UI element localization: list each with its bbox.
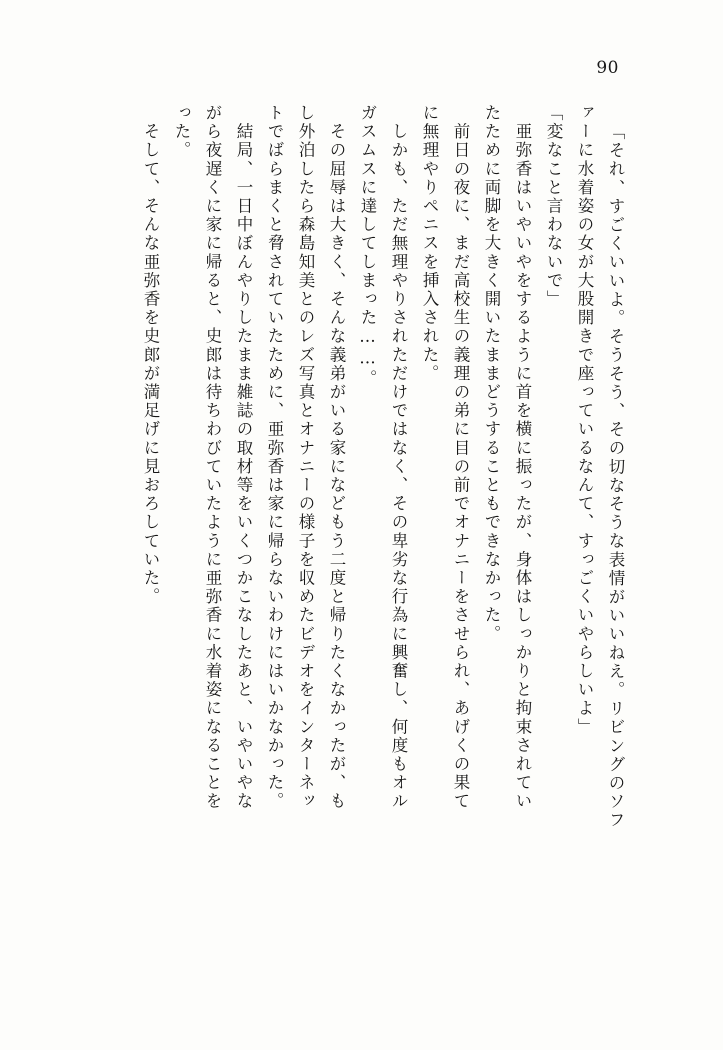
text-line: しかも、ただ無理やりされただけではなく、その卑劣な行為に興奮し、何度もオル [389, 104, 408, 811]
text-line: 前日の夜に、まだ高校生の義理の弟に目の前でオナニーをさせられ、あげくの果て [451, 104, 470, 811]
text-line: に無理やりペニスを挿入された。 [420, 104, 439, 383]
text-line: し外泊したら森島知美とのレズ写真とオナニーの様子を収めたビデオをインターネッ [296, 104, 315, 811]
text-line: ァーに水着姿の女が大股開きで座っているなんて、すっごくいやらしいよ」 [575, 104, 594, 737]
text-line: そして、そんな亜弥香を史郎が満足げに見おろしていた。 [141, 104, 160, 607]
text-line: がら夜遅くに家に帰ると、史郎は待ちわびていたように亜弥香に水着姿になることを [203, 104, 222, 811]
text-line: った。 [172, 104, 191, 160]
text-line: 「それ、すごくいいよ。そうそう、その切なそうな表情がいいねえ。リビングのソフ [606, 123, 625, 830]
text-line: その屈辱は大きく、そんな義弟がいる家になどもう二度と帰りたくなかったが、も [327, 104, 346, 811]
text-line: 亜弥香はいやいやをするように首を横に振ったが、身体はしっかりと拘束されてい [513, 104, 532, 811]
text-line: ガスムスに達してしまった……。 [358, 104, 377, 388]
vertical-text-body [88, 104, 631, 974]
text-line: トでばらまくと脅されていたために、亜弥香は家に帰らないわけにはいかなかった。 [265, 104, 284, 811]
page-number: 90 [596, 58, 619, 78]
text-line: たために両脚を大きく開いたままどうすることもできなかった。 [482, 104, 501, 644]
text-line: 結局、一日中ぼんやりしたまま雑誌の取材等をいくつかこなしたあと、いやいやな [234, 104, 253, 811]
text-line: 「変なこと言わないで」 [544, 104, 563, 309]
